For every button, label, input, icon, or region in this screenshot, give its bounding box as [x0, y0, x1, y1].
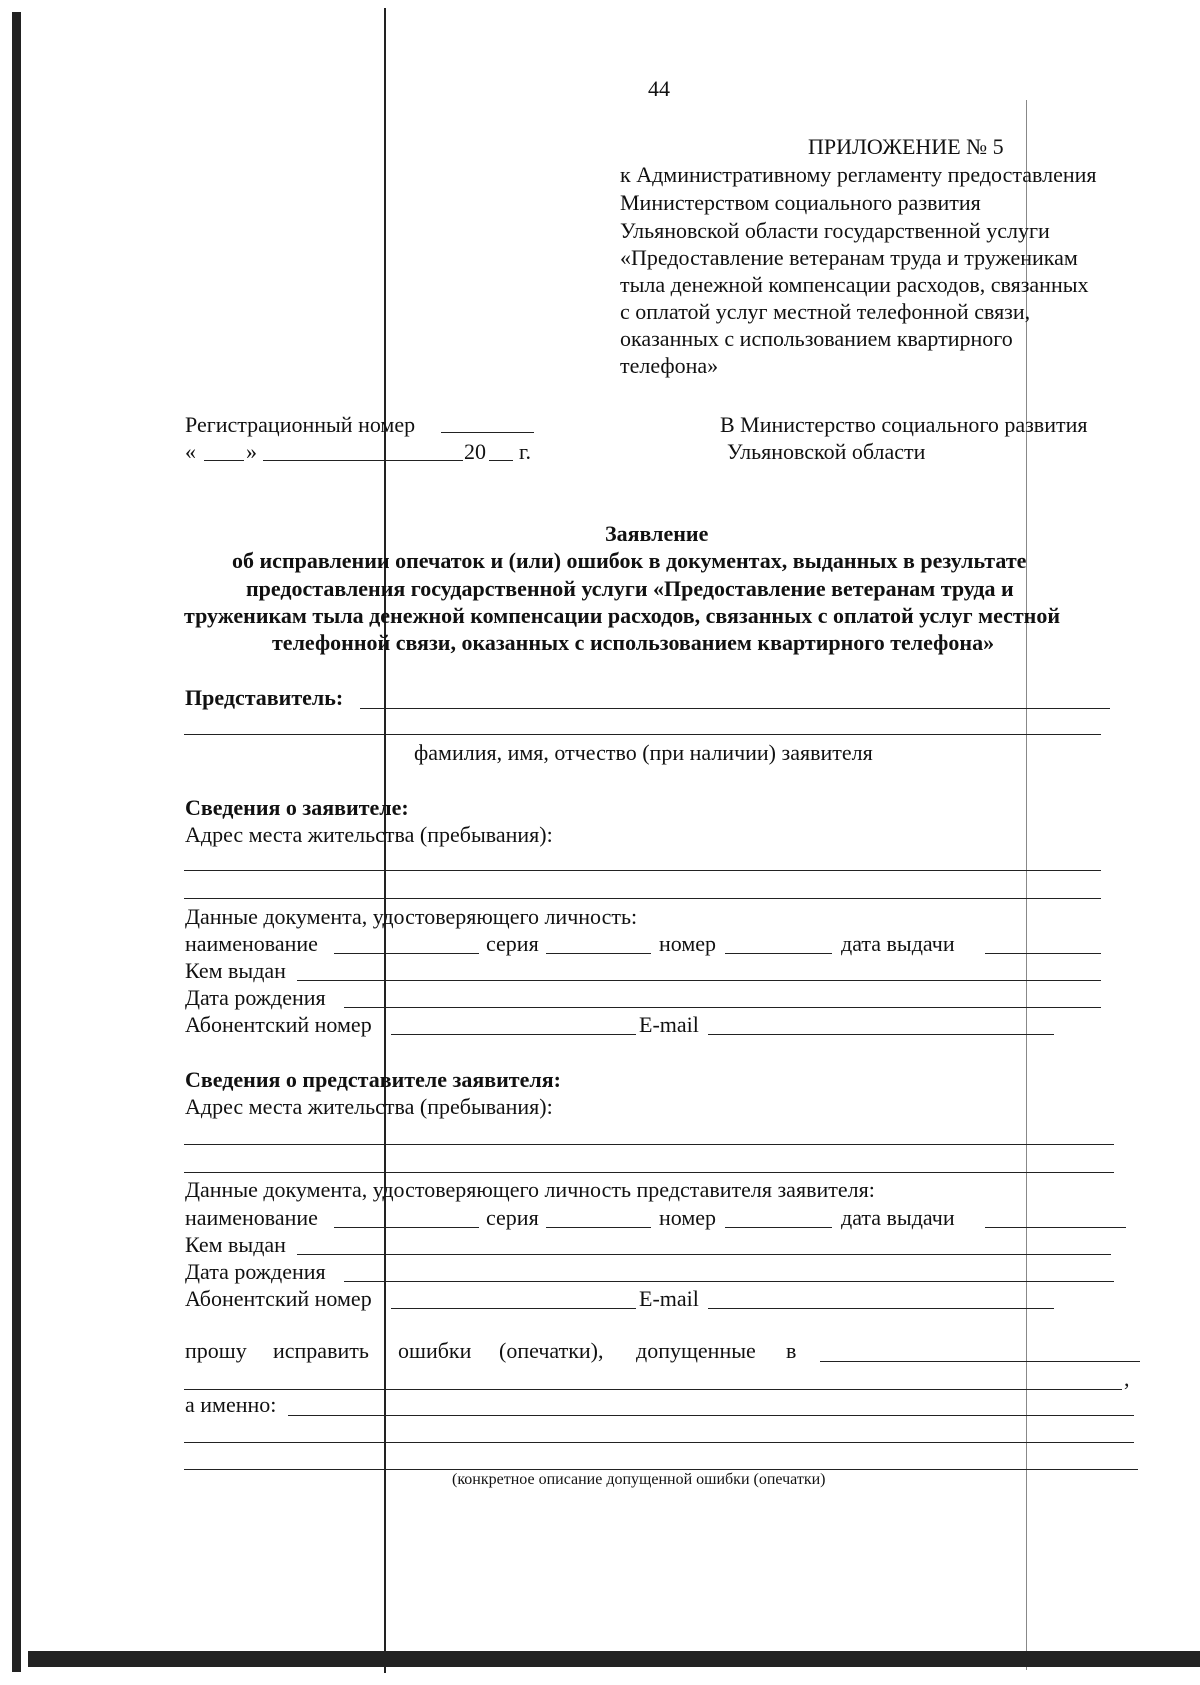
request-word: прошу	[185, 1338, 247, 1363]
document-title: Заявление	[605, 521, 709, 546]
applicant-doc-name-field[interactable]	[334, 953, 479, 954]
request-document-field[interactable]	[820, 1361, 1140, 1362]
document-subtitle-line: труженикам тыла денежной компенсации расходов, связанных с оплатой услуг местной	[184, 603, 1061, 628]
request-namely-field-line3[interactable]	[184, 1469, 1138, 1470]
rep-address-label: Адрес места жительства (пребывания):	[185, 1094, 553, 1119]
representative-caption: фамилия, имя, отчество (при наличии) заявителя	[414, 740, 873, 765]
request-word: допущенные	[636, 1338, 756, 1363]
rep-email-label: E-mail	[639, 1286, 699, 1311]
representative-label: Представитель:	[185, 685, 344, 710]
appendix-line: к Административному регламенту предоставления	[620, 162, 1097, 187]
scan-right-faint-line	[1026, 100, 1027, 1670]
page-number: 44	[648, 76, 670, 101]
request-document-field-line2[interactable]	[184, 1389, 1122, 1390]
appendix-line: Министерством социального развития	[620, 190, 981, 215]
request-caption: (конкретное описание допущенной ошибки (опечатки)	[452, 1471, 826, 1488]
applicant-birth-field[interactable]	[344, 1007, 1101, 1008]
rep-email-field[interactable]	[708, 1308, 1054, 1309]
rep-doc-number-label: номер	[659, 1205, 717, 1230]
rep-doc-series-label: серия	[486, 1205, 539, 1230]
applicant-section-title: Сведения о заявителе:	[185, 795, 409, 820]
registration-year-suffix: г.	[519, 439, 532, 464]
document-subtitle-line: предоставления государственной услуги «Предоставление ветеранам труда и	[246, 576, 1014, 601]
applicant-doc-number-label: номер	[659, 931, 717, 956]
applicant-subscriber-field[interactable]	[391, 1034, 636, 1035]
rep-doc-issue-date-label: дата выдачи	[841, 1205, 955, 1230]
applicant-doc-issue-date-label: дата выдачи	[841, 931, 955, 956]
request-word: ошибки	[398, 1338, 472, 1363]
registration-number-label: Регистрационный номер	[185, 412, 416, 437]
recipient-line: Ульяновской области	[727, 439, 926, 464]
document-subtitle-line: телефонной связи, оказанных с использованием квартирного телефона»	[272, 630, 995, 655]
registration-day-field[interactable]	[204, 460, 244, 461]
request-comma: ,	[1124, 1366, 1130, 1391]
representative-field[interactable]	[360, 708, 1110, 709]
registration-date-close: »	[246, 439, 257, 464]
scan-bottom-bar	[28, 1651, 1200, 1667]
registration-month-field[interactable]	[263, 460, 463, 461]
rep-address-field[interactable]	[184, 1144, 1114, 1145]
appendix-title: ПРИЛОЖЕНИЕ № 5	[808, 134, 1004, 159]
applicant-issued-by-field[interactable]	[297, 980, 1101, 981]
appendix-line: оказанных с использованием квартирного	[620, 326, 1013, 351]
appendix-line: тыла денежной компенсации расходов, связанных	[620, 272, 1089, 297]
applicant-doc-name-label: наименование	[185, 931, 318, 956]
appendix-line: телефона»	[620, 353, 719, 378]
rep-subscriber-label: Абонентский номер	[185, 1286, 372, 1311]
appendix-line: Ульяновской области государственной услуги	[620, 218, 1050, 243]
applicant-doc-series-label: серия	[486, 931, 539, 956]
request-namely-field-line2[interactable]	[184, 1442, 1134, 1443]
applicant-doc-number-field[interactable]	[725, 953, 832, 954]
request-word: (опечатки),	[499, 1338, 604, 1363]
representative-field-line2[interactable]	[184, 734, 1101, 735]
rep-birth-label: Дата рождения	[185, 1259, 326, 1284]
applicant-subscriber-label: Абонентский номер	[185, 1012, 372, 1037]
applicant-doc-series-field[interactable]	[546, 953, 651, 954]
applicant-email-field[interactable]	[708, 1034, 1054, 1035]
applicant-address-field-line2[interactable]	[184, 898, 1101, 899]
applicant-email-label: E-mail	[639, 1012, 699, 1037]
rep-issued-by-label: Кем выдан	[185, 1232, 286, 1257]
rep-section-title: Сведения о представителе заявителя:	[185, 1067, 561, 1092]
rep-doc-heading: Данные документа, удостоверяющего личность представителя заявителя:	[185, 1177, 875, 1202]
appendix-line: «Предоставление ветеранам труда и труженикам	[620, 245, 1078, 270]
registration-number-field[interactable]	[441, 432, 534, 433]
applicant-address-field[interactable]	[184, 870, 1101, 871]
applicant-doc-heading: Данные документа, удостоверяющего личность:	[185, 904, 638, 929]
request-namely-field[interactable]	[288, 1415, 1134, 1416]
applicant-doc-issue-date-field[interactable]	[985, 953, 1101, 954]
scan-left-bar	[12, 12, 21, 1672]
request-word: исправить	[273, 1338, 369, 1363]
rep-doc-name-label: наименование	[185, 1205, 318, 1230]
applicant-address-label: Адрес места жительства (пребывания):	[185, 822, 553, 847]
rep-doc-series-field[interactable]	[546, 1227, 651, 1228]
rep-doc-issue-date-field[interactable]	[985, 1227, 1126, 1228]
applicant-issued-by-label: Кем выдан	[185, 958, 286, 983]
request-namely-label: а именно:	[185, 1392, 277, 1417]
recipient-line: В Министерство социального развития	[720, 412, 1088, 437]
rep-subscriber-field[interactable]	[391, 1308, 636, 1309]
rep-address-field-line2[interactable]	[184, 1172, 1114, 1173]
registration-year-field[interactable]	[489, 460, 513, 461]
registration-year-label: 20	[464, 439, 486, 464]
applicant-birth-label: Дата рождения	[185, 985, 326, 1010]
rep-issued-by-field[interactable]	[297, 1254, 1111, 1255]
registration-date-open: «	[185, 439, 196, 464]
request-word: в	[786, 1338, 797, 1363]
rep-doc-name-field[interactable]	[334, 1227, 479, 1228]
appendix-line: с оплатой услуг местной телефонной связи,	[620, 299, 1031, 324]
rep-birth-field[interactable]	[344, 1281, 1114, 1282]
document-subtitle-line: об исправлении опечаток и (или) ошибок в документах, выданных в результате	[232, 548, 1027, 573]
rep-doc-number-field[interactable]	[725, 1227, 832, 1228]
